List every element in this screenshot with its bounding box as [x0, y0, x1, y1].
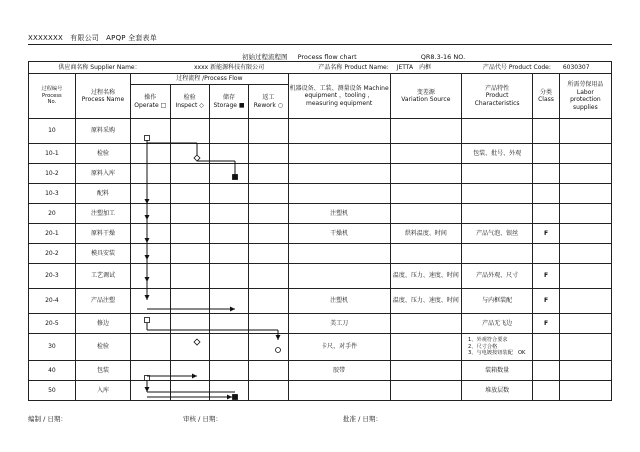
labor-supplies [559, 334, 611, 361]
flow-rework [249, 289, 288, 314]
labor-supplies [559, 204, 611, 224]
process-name: 工艺调试 [75, 264, 130, 289]
machine-equipment [288, 184, 390, 204]
process-name: 包装 [75, 361, 130, 381]
class-mark [533, 244, 560, 264]
code-label-en: Product Code: [508, 63, 551, 71]
process-name: 注塑加工 [75, 204, 130, 224]
flow-rework [249, 184, 288, 204]
product-characteristics [461, 119, 532, 144]
form-title [242, 52, 465, 61]
process-row [29, 289, 612, 314]
process-name: 模具安装 [75, 244, 130, 264]
process-row [29, 381, 612, 401]
step-number: 40 [29, 361, 76, 381]
machine-equipment: 胶带 [288, 361, 390, 381]
labor-supplies [559, 224, 611, 244]
labor-supplies [559, 381, 611, 401]
flow-rework [249, 381, 288, 401]
class-mark [533, 204, 560, 224]
machine-equipment: 注塑机 [288, 289, 390, 314]
class-mark [533, 381, 560, 401]
flow-rework [249, 244, 288, 264]
product-characteristics [461, 184, 532, 204]
class-mark: F [533, 314, 560, 334]
labor-supplies [559, 244, 611, 264]
machine-equipment [288, 119, 390, 144]
flow-rework [249, 224, 288, 244]
col-process-name: 过程名称 Process Name [75, 74, 130, 119]
flow-operate [131, 289, 170, 314]
product-label-en: Product Name: [344, 63, 389, 71]
flow-inspect [170, 314, 209, 334]
flow-storage [209, 144, 248, 164]
machine-equipment: 干燥机 [288, 224, 390, 244]
labor-supplies [559, 314, 611, 334]
machine-equipment [288, 264, 390, 289]
process-row [29, 119, 612, 144]
supplier-row [29, 62, 612, 74]
flow-storage [209, 289, 248, 314]
process-name: 入库 [75, 381, 130, 401]
flow-operate [131, 314, 170, 334]
flow-storage [209, 244, 248, 264]
class-mark [533, 119, 560, 144]
flow-inspect [170, 264, 209, 289]
flow-storage [209, 314, 248, 334]
variation-source [390, 244, 461, 264]
flow-inspect [170, 184, 209, 204]
step-number: 10-3 [29, 184, 76, 204]
variation-source [390, 119, 461, 144]
product-name: JETTA 内框 [396, 63, 432, 71]
flow-operate [131, 361, 170, 381]
flow-operate [131, 264, 170, 289]
process-name: 检验 [75, 334, 130, 361]
title-cn: 初始过程流程图 [242, 53, 288, 61]
process-rows [29, 119, 612, 401]
col-product-char: 产品特性 Product Characteristics [461, 74, 532, 119]
document-header: XXXXXXX 有限公司 APQP 全套表单 [28, 34, 157, 42]
flow-rework [249, 361, 288, 381]
supplier-label-en: Supplier Name： [90, 63, 141, 71]
labor-supplies [559, 119, 611, 144]
labor-supplies [559, 361, 611, 381]
process-name: 原料采购 [75, 119, 130, 144]
process-row [29, 164, 612, 184]
flow-storage [209, 164, 248, 184]
class-mark [533, 361, 560, 381]
machine-equipment: 美工刀 [288, 314, 390, 334]
variation-source [390, 314, 461, 334]
flow-storage [209, 119, 248, 144]
supplier-label-cn: 供应商名称 [58, 63, 89, 71]
flow-rework [249, 264, 288, 289]
class-mark [533, 144, 560, 164]
product-characteristics: 包装、批号、外观 [461, 144, 532, 164]
machine-equipment [288, 144, 390, 164]
labor-supplies [559, 264, 611, 289]
step-number: 20-1 [29, 224, 76, 244]
step-number: 10-2 [29, 164, 76, 184]
flow-storage [209, 224, 248, 244]
process-row [29, 264, 612, 289]
flow-storage [209, 361, 248, 381]
col-step-no: 过程编号 Process No. [29, 74, 76, 119]
header-divider [28, 44, 612, 45]
form-number: QR8.3-16 NO. [420, 53, 466, 61]
process-name: 原料入库 [75, 164, 130, 184]
step-number: 20-3 [29, 264, 76, 289]
variation-source [390, 184, 461, 204]
labor-supplies [559, 289, 611, 314]
step-number: 10-1 [29, 144, 76, 164]
flow-inspect [170, 144, 209, 164]
flow-rework [249, 144, 288, 164]
process-row [29, 184, 612, 204]
flow-operate [131, 244, 170, 264]
process-row [29, 144, 612, 164]
header-row [29, 74, 612, 85]
product-characteristics: 与内框装配 [461, 289, 532, 314]
class-mark: F [533, 264, 560, 289]
flow-storage [209, 184, 248, 204]
product-characteristics: 装箱数量 [461, 361, 532, 381]
flow-operate [131, 381, 170, 401]
flow-inspect [170, 119, 209, 144]
flow-storage [209, 204, 248, 224]
flow-inspect [170, 164, 209, 184]
variation-source [390, 361, 461, 381]
process-name: 原料干燥 [75, 224, 130, 244]
col-class: 分类 Class [533, 74, 560, 119]
flow-inspect [170, 289, 209, 314]
product-characteristics: 堆放层数 [461, 381, 532, 401]
machine-equipment: 注塑机 [288, 204, 390, 224]
col-rework: 返工 Rework ○ [249, 85, 288, 119]
col-machine: 机器设备、工装、测量设备 Machine equipment ，tooling ，measuring equipment [288, 74, 390, 119]
labor-supplies [559, 184, 611, 204]
title-en: Process flow chart [297, 53, 357, 61]
process-row [29, 204, 612, 224]
step-number: 50 [29, 381, 76, 401]
product-characteristics: 产品无飞边 [461, 314, 532, 334]
prepared-by: 编制 / 日期： [28, 415, 67, 423]
variation-source: 烘料温度、时间 [390, 224, 461, 244]
step-number: 20-4 [29, 289, 76, 314]
flow-operate [131, 204, 170, 224]
variation-source: 温度、压力、速度、时间 [390, 289, 461, 314]
col-flow: 过程流程 /Process Flow [131, 74, 288, 85]
flow-inspect [170, 244, 209, 264]
flow-operate [131, 144, 170, 164]
process-row [29, 244, 612, 264]
class-mark [533, 184, 560, 204]
code-label-cn: 产品代号 [482, 63, 507, 71]
class-mark [533, 164, 560, 184]
variation-source [390, 334, 461, 361]
process-name: 检验 [75, 144, 130, 164]
process-row [29, 314, 612, 334]
variation-source [390, 144, 461, 164]
flow-operate [131, 119, 170, 144]
col-variation: 变差源 Variation Source [390, 74, 461, 119]
machine-equipment [288, 244, 390, 264]
process-name: 产品注塑 [75, 289, 130, 314]
class-mark: F [533, 289, 560, 314]
process-name: 修边 [75, 314, 130, 334]
machine-equipment: 卡尺、对手件 [288, 334, 390, 361]
process-row [29, 334, 612, 361]
flow-inspect [170, 204, 209, 224]
col-labor: 所需劳保用品 Labor protection supplies [559, 74, 611, 119]
flow-storage [209, 264, 248, 289]
flow-storage [209, 381, 248, 401]
labor-supplies [559, 164, 611, 184]
process-name: 配料 [75, 184, 130, 204]
flow-rework [249, 119, 288, 144]
step-number: 20-2 [29, 244, 76, 264]
flow-storage [209, 334, 248, 361]
product-code: 6030307 [562, 63, 590, 71]
variation-source [390, 381, 461, 401]
col-inspect: 检验 Inspect ◇ [170, 85, 209, 119]
flow-rework [249, 164, 288, 184]
flow-operate [131, 184, 170, 204]
product-characteristics: 产品外观、尺寸 [461, 264, 532, 289]
flow-rework [249, 334, 288, 361]
product-characteristics [461, 164, 532, 184]
flow-rework [249, 314, 288, 334]
variation-source: 温度、压力、速度、时间 [390, 264, 461, 289]
machine-equipment [288, 381, 390, 401]
class-mark: F [533, 224, 560, 244]
variation-source [390, 164, 461, 184]
step-number: 20-5 [29, 314, 76, 334]
process-row [29, 361, 612, 381]
flow-inspect [170, 334, 209, 361]
product-characteristics: 1、外观符合要求 2、尺寸合格 3、与电镀按钮装配 OK [461, 334, 532, 361]
reviewed-by: 审核 / 日期： [183, 415, 222, 423]
product-characteristics: 产品气泡、银丝 [461, 224, 532, 244]
col-storage: 储存 Storage ■ [209, 85, 248, 119]
flow-operate [131, 334, 170, 361]
flow-inspect [170, 361, 209, 381]
col-operate: 操作 Operate □ [131, 85, 170, 119]
labor-supplies [559, 144, 611, 164]
process-flow-table [28, 61, 612, 401]
flow-inspect [170, 381, 209, 401]
process-row [29, 224, 612, 244]
class-mark [533, 334, 560, 361]
flow-operate [131, 164, 170, 184]
supplier-name: xxxx 新能源科技有限公司 [193, 63, 265, 71]
step-number: 20 [29, 204, 76, 224]
flow-operate [131, 224, 170, 244]
product-characteristics [461, 244, 532, 264]
step-number: 30 [29, 334, 76, 361]
flow-inspect [170, 224, 209, 244]
product-characteristics [461, 204, 532, 224]
step-number: 10 [29, 119, 76, 144]
machine-equipment [288, 164, 390, 184]
approved-by: 批准 / 日期： [343, 415, 382, 423]
flow-rework [249, 204, 288, 224]
variation-source [390, 204, 461, 224]
product-label-cn: 产品名称 [318, 63, 343, 71]
